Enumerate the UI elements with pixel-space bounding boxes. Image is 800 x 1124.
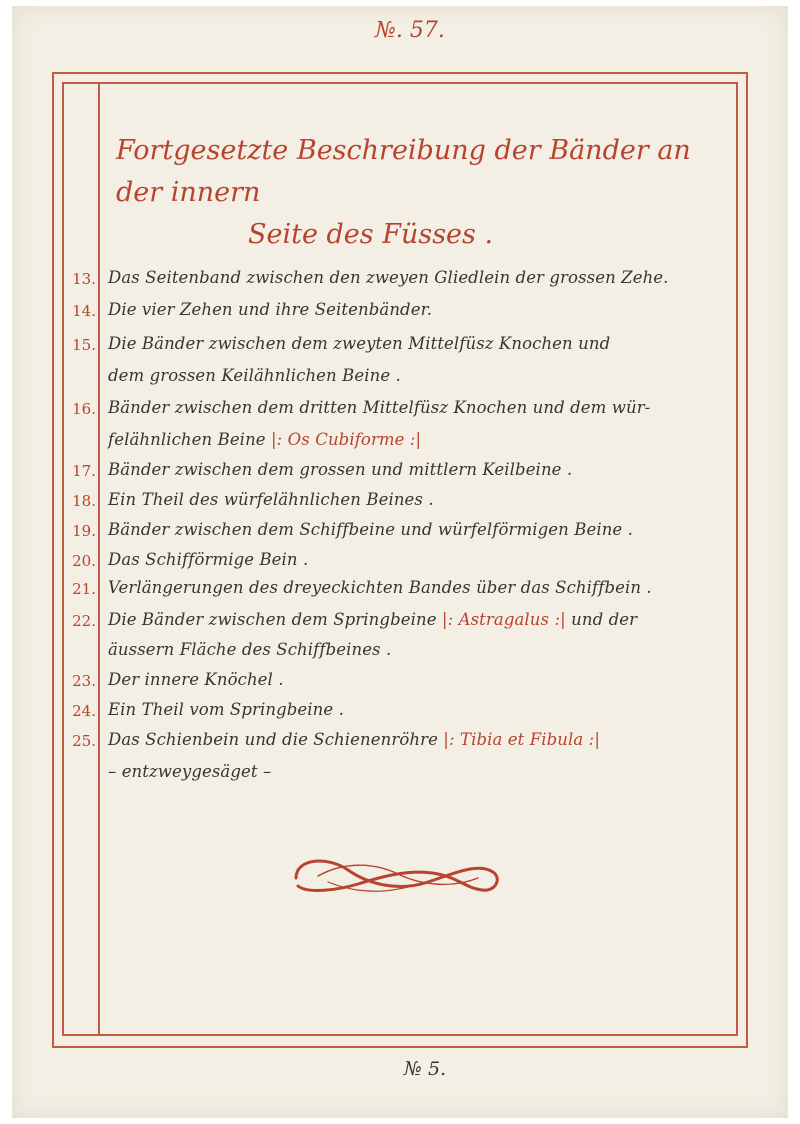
entry-number: 24. <box>72 702 96 720</box>
entry-text: dem grossen Keilähnlichen Beine . <box>108 366 401 385</box>
entry-line <box>108 334 728 353</box>
entry-line <box>108 366 728 385</box>
entry-text: Bänder zwischen dem dritten Mittelfüsz Knochen und dem wür- <box>108 398 651 417</box>
entry-line <box>108 550 728 569</box>
entry-number: 15. <box>72 336 96 354</box>
page-number-bottom: № 5. <box>403 1058 447 1080</box>
title-line-1: Fortgesetzte Beschreibung der Bänder an der innern <box>116 135 691 208</box>
entry-line <box>108 398 728 417</box>
entry-number: 16. <box>72 400 96 418</box>
entry-number: 25. <box>72 732 96 750</box>
entry-text: Bänder zwischen dem Schiffbeine und würfelförmigen Beine . <box>108 520 633 539</box>
entry-text: felähnlichen Beine <box>108 430 266 449</box>
entry-number: 18. <box>72 492 96 510</box>
title-line-2: Seite des Füsses . <box>248 219 494 250</box>
entry-number: 19. <box>72 522 96 540</box>
page-number-top: №. 57. <box>375 18 445 43</box>
entry-number: 23. <box>72 672 96 690</box>
entry-text: Das Schifförmige Bein . <box>108 550 309 569</box>
latin-term: |: Tibia et Fibula :| <box>443 730 600 749</box>
entry-number: 20. <box>72 552 96 570</box>
entry-line <box>108 268 728 287</box>
entry-text: Bänder zwischen dem grossen und mittlern Keilbeine . <box>108 460 573 479</box>
entry-line <box>108 700 728 719</box>
entry-text: äussern Fläche des Schiffbeines . <box>108 640 392 659</box>
entry-text: Die vier Zehen und ihre Seitenbänder. <box>108 300 433 319</box>
entry-line <box>108 490 728 509</box>
entry-text: Ein Theil vom Springbeine . <box>108 700 344 719</box>
entry-line <box>108 430 728 449</box>
entry-number: 17. <box>72 462 96 480</box>
entry-line <box>108 730 728 749</box>
latin-term: |: Astragalus :| <box>441 610 566 629</box>
entry-line <box>108 670 728 689</box>
entry-text: Die Bänder zwischen dem zweyten Mittelfüsz Knochen und <box>108 334 611 353</box>
entry-text: Das Schienbein und die Schienenröhre <box>108 730 438 749</box>
entry-line <box>108 610 728 629</box>
entry-number: 14. <box>72 302 96 320</box>
entry-text: Der innere Knöchel . <box>108 670 284 689</box>
entry-text: Verlängerungen des dreyeckichten Bandes über das Schiffbein . <box>108 578 652 597</box>
entry-line <box>108 520 728 539</box>
ornamental-flourish <box>288 848 502 902</box>
entry-line <box>108 460 728 479</box>
entry-text: Ein Theil des würfelähnlichen Beines . <box>108 490 434 509</box>
entry-line <box>108 762 728 781</box>
entry-text: – entzweygesäget – <box>108 762 272 781</box>
entry-line <box>108 300 728 319</box>
entry-number: 21. <box>72 580 96 598</box>
entry-number: 22. <box>72 612 96 630</box>
entry-number: 13. <box>72 270 96 288</box>
latin-term: |: Os Cubiforme :| <box>271 430 422 449</box>
entry-line <box>108 640 728 659</box>
entry-text: Die Bänder zwischen dem Springbeine <box>108 610 437 629</box>
entry-text-continued: und der <box>571 610 638 629</box>
entry-text: Das Seitenband zwischen den zweyen Gliedlein der grossen Zehe. <box>108 268 669 287</box>
entry-line <box>108 578 728 597</box>
